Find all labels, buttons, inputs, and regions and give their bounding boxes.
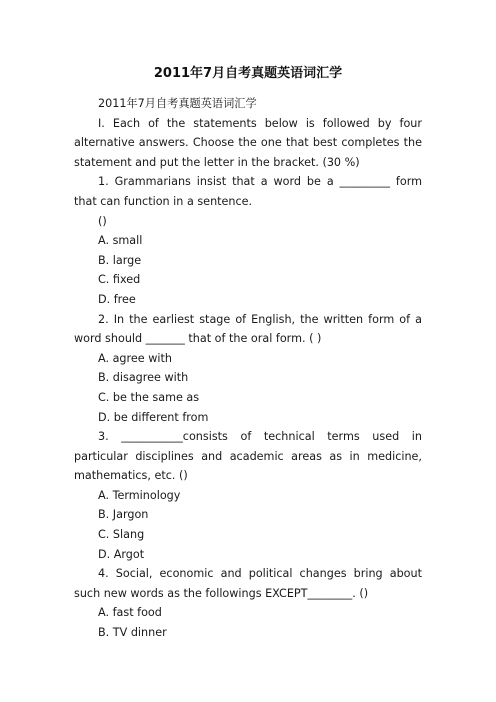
document-title: 2011年7月自考真题英语词汇学 bbox=[153, 66, 343, 81]
question-4-option-a: A. fast food bbox=[98, 606, 162, 620]
question-3-option-b: B. Jargon bbox=[98, 508, 149, 522]
question-1-option-d: D. free bbox=[98, 292, 136, 306]
question-3-option-c: C. Slang bbox=[98, 528, 145, 542]
question-1-option-b: B. large bbox=[98, 253, 142, 267]
question-3-stem: 3. ___________consists of technical terms used in particular disciplines and academic areas as in medicine, mathematics, etc. () bbox=[74, 430, 422, 483]
document-body bbox=[74, 94, 422, 643]
question-4-stem: 4. Social, economic and political changes bring about such new words as the followings EXCEPT________. () bbox=[74, 567, 422, 600]
question-1-bracket: () bbox=[98, 214, 107, 228]
question-2-option-d: D. be different from bbox=[98, 410, 209, 424]
question-2-stem: 2. In the earliest stage of English, the written form of a word should _______ that of the oral form. ( ) bbox=[74, 312, 422, 346]
question-2-option-a: A. agree with bbox=[98, 351, 172, 365]
instructions-paragraph: I. Each of the statements below is followed by four alternative answers. Choose the one that best completes the statement and put the letter in the bracket. (30 %) bbox=[74, 116, 422, 169]
question-1-stem: 1. Grammarians insist that a word be a _________ form that can function in a sentence. bbox=[74, 175, 422, 208]
question-1-option-a: A. small bbox=[98, 234, 143, 248]
question-4-option-b: B. TV dinner bbox=[98, 626, 167, 640]
question-1-option-c: C. fixed bbox=[98, 273, 141, 287]
question-3-option-a: A. Terminology bbox=[98, 488, 181, 502]
subtitle-line: 2011年7月自考真题英语词汇学 bbox=[98, 97, 257, 110]
question-2-option-b: B. disagree with bbox=[98, 371, 189, 385]
question-2-option-c: C. be the same as bbox=[98, 390, 200, 404]
question-3-option-d: D. Argot bbox=[98, 547, 145, 561]
